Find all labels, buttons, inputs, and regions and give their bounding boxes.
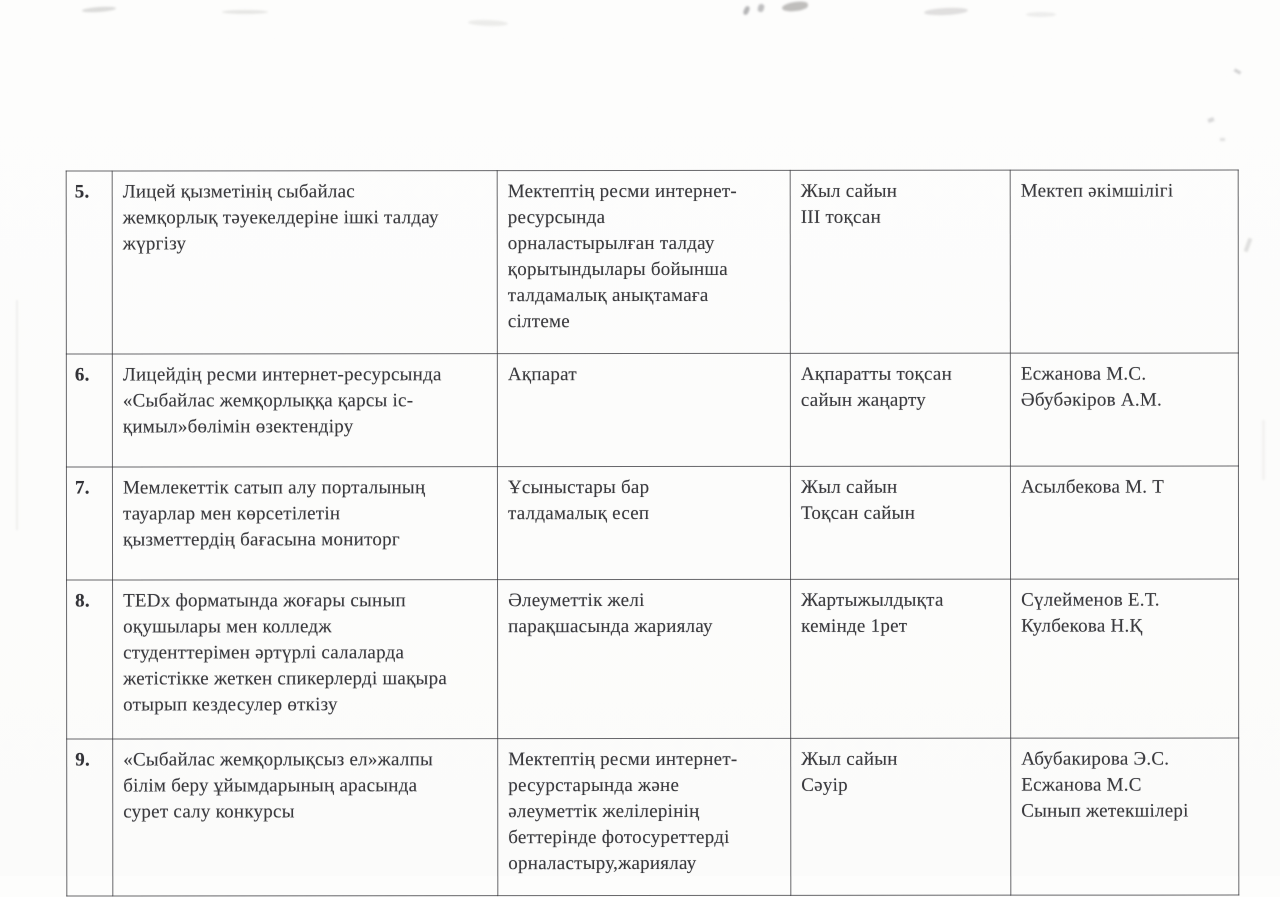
cell-line: 7. [74, 477, 90, 499]
scan-smudge [222, 10, 268, 14]
cell-line: жетістікке жеткен спикерлерді шақыра [123, 668, 448, 690]
cell-line: білім беру ұйымдарының арасында [123, 775, 418, 797]
scan-smudge [782, 1, 809, 13]
cell-line: Жыл сайын [800, 180, 898, 202]
cell-responsible [1011, 738, 1239, 895]
cell-responsible [1010, 170, 1238, 353]
cell-num [66, 467, 112, 580]
cell-line: Жыл сайын [801, 748, 898, 770]
table-row [67, 738, 1239, 896]
scan-smudge [742, 5, 750, 15]
cell-line: студенттерімен әртүрлі салаларда [123, 642, 405, 664]
cell-frequency [791, 738, 1011, 895]
scan-smudge [82, 6, 116, 13]
cell-line: Сәуір [801, 774, 848, 796]
scan-smudge [16, 300, 18, 530]
cell-line: «Сыбайлас жемқорлыққа қарсы іс- [122, 390, 414, 412]
cell-line: Ақпарат [507, 364, 577, 386]
cell-line: Сынып жетекшілері [1021, 800, 1189, 822]
cell-line: жүргізу [122, 233, 187, 255]
scan-smudge [1244, 238, 1253, 253]
cell-line: қызметтердің бағасына мониторг [122, 529, 400, 551]
cell-frequency [791, 579, 1011, 738]
cell-line: «Сыбайлас жемқорлықсыз ел»жалпы [123, 749, 434, 771]
cell-activity [113, 580, 498, 739]
cell-line: жемқорлық тәуекелдеріне ішкі талдау [122, 207, 439, 229]
cell-line: Мектептің ресми интернет- [508, 748, 738, 771]
table-row [66, 170, 1238, 354]
scan-smudge [1234, 68, 1242, 74]
cell-output [498, 738, 791, 895]
cell-line: орналастыру,жариялау [508, 852, 697, 875]
cell-line: орналастырылған талдау [507, 232, 715, 255]
cell-activity [113, 739, 498, 896]
cell-line: сайын жаңарту [800, 389, 927, 411]
scan-smudge [468, 19, 508, 26]
cell-line: TEDx форматында жоғары сынып [123, 590, 406, 612]
cell-line: 6. [74, 364, 90, 386]
cell-line: 9. [75, 749, 90, 771]
plan-table-body [66, 170, 1239, 896]
cell-line: отырып кездесулер өткізу [123, 694, 338, 716]
cell-responsible [1011, 579, 1239, 738]
cell-line: талдамалық анықтамаға [507, 284, 709, 307]
scan-smudge [1026, 12, 1056, 17]
cell-frequency [790, 170, 1010, 353]
cell-num [67, 580, 113, 739]
cell-line: тауарлар мен көрсетілетін [122, 503, 341, 525]
cell-output [497, 170, 790, 353]
cell-line: 5. [74, 181, 90, 203]
cell-line: әлеуметтік желілерінің [508, 800, 700, 823]
cell-activity [112, 354, 497, 467]
cell-frequency [790, 353, 1010, 466]
cell-output [498, 579, 791, 738]
cell-line: Мектептің ресми интернет- [507, 180, 738, 203]
cell-line: кемінде 1рет [801, 615, 908, 637]
cell-line: қимыл»бөлімін өзектендіру [122, 416, 354, 438]
action-plan-table [66, 169, 1240, 896]
scan-smudge [1262, 420, 1265, 480]
cell-line: Әбубәкіров А.М. [1020, 389, 1163, 411]
cell-line: оқушылары мен колледж [123, 616, 332, 638]
cell-num [67, 739, 113, 896]
cell-activity [112, 171, 497, 354]
cell-line: Жартыжылдықта [801, 589, 944, 611]
cell-line: Есжанова М.С. [1020, 363, 1147, 385]
cell-line: Ақпаратты тоқсан [800, 363, 953, 385]
cell-output [497, 466, 790, 579]
cell-frequency [790, 466, 1010, 579]
cell-line: сілтеме [507, 311, 570, 333]
cell-line: III тоқсан [800, 206, 882, 228]
cell-line: ресурсында [507, 207, 606, 229]
cell-output [497, 353, 790, 466]
cell-responsible [1010, 353, 1238, 466]
cell-line: Тоқсан сайын [800, 502, 916, 524]
cell-line: Лицейдің ресми интернет-ресурсында [122, 364, 442, 386]
cell-num [66, 354, 112, 467]
cell-line: Жыл сайын [800, 476, 898, 498]
cell-line: Әлеуметтік желі [508, 590, 645, 612]
cell-line: Мемлекеттік сатып алу порталының [122, 477, 426, 499]
cell-line: Ұсыныстары бар [507, 477, 650, 499]
cell-line: Абубакирова Э.С. [1021, 748, 1170, 770]
cell-responsible [1010, 466, 1238, 579]
cell-line: сурет салу конкурсы [123, 801, 295, 823]
table-row [66, 353, 1238, 467]
cell-line: Асылбекова М. Т [1020, 476, 1165, 498]
table-row [67, 579, 1239, 739]
cell-num [66, 171, 112, 354]
cell-line: талдамалық есеп [507, 503, 650, 525]
cell-line: парақшасында жариялау [508, 615, 713, 638]
cell-line: беттерінде фотосуреттерді [508, 826, 730, 849]
scan-smudge [1220, 138, 1225, 141]
cell-line: Есжанова М.С [1021, 774, 1142, 796]
cell-line: Мектеп әкімшілігі [1020, 180, 1174, 202]
cell-line: Лицей қызметінің сыбайлас [122, 181, 355, 203]
cell-activity [112, 467, 497, 580]
table-row [66, 466, 1238, 580]
cell-line: ресурстарында және [508, 774, 680, 797]
cell-line: қорытындылары бойынша [507, 258, 728, 281]
scan-smudge [1207, 117, 1214, 123]
cell-line: Кулбекова Н.Қ [1021, 615, 1143, 637]
scan-smudge [757, 3, 765, 12]
scan-smudge [924, 7, 968, 16]
cell-line: 8. [75, 590, 90, 612]
cell-line: Сүлейменов Е.Т. [1021, 589, 1160, 611]
